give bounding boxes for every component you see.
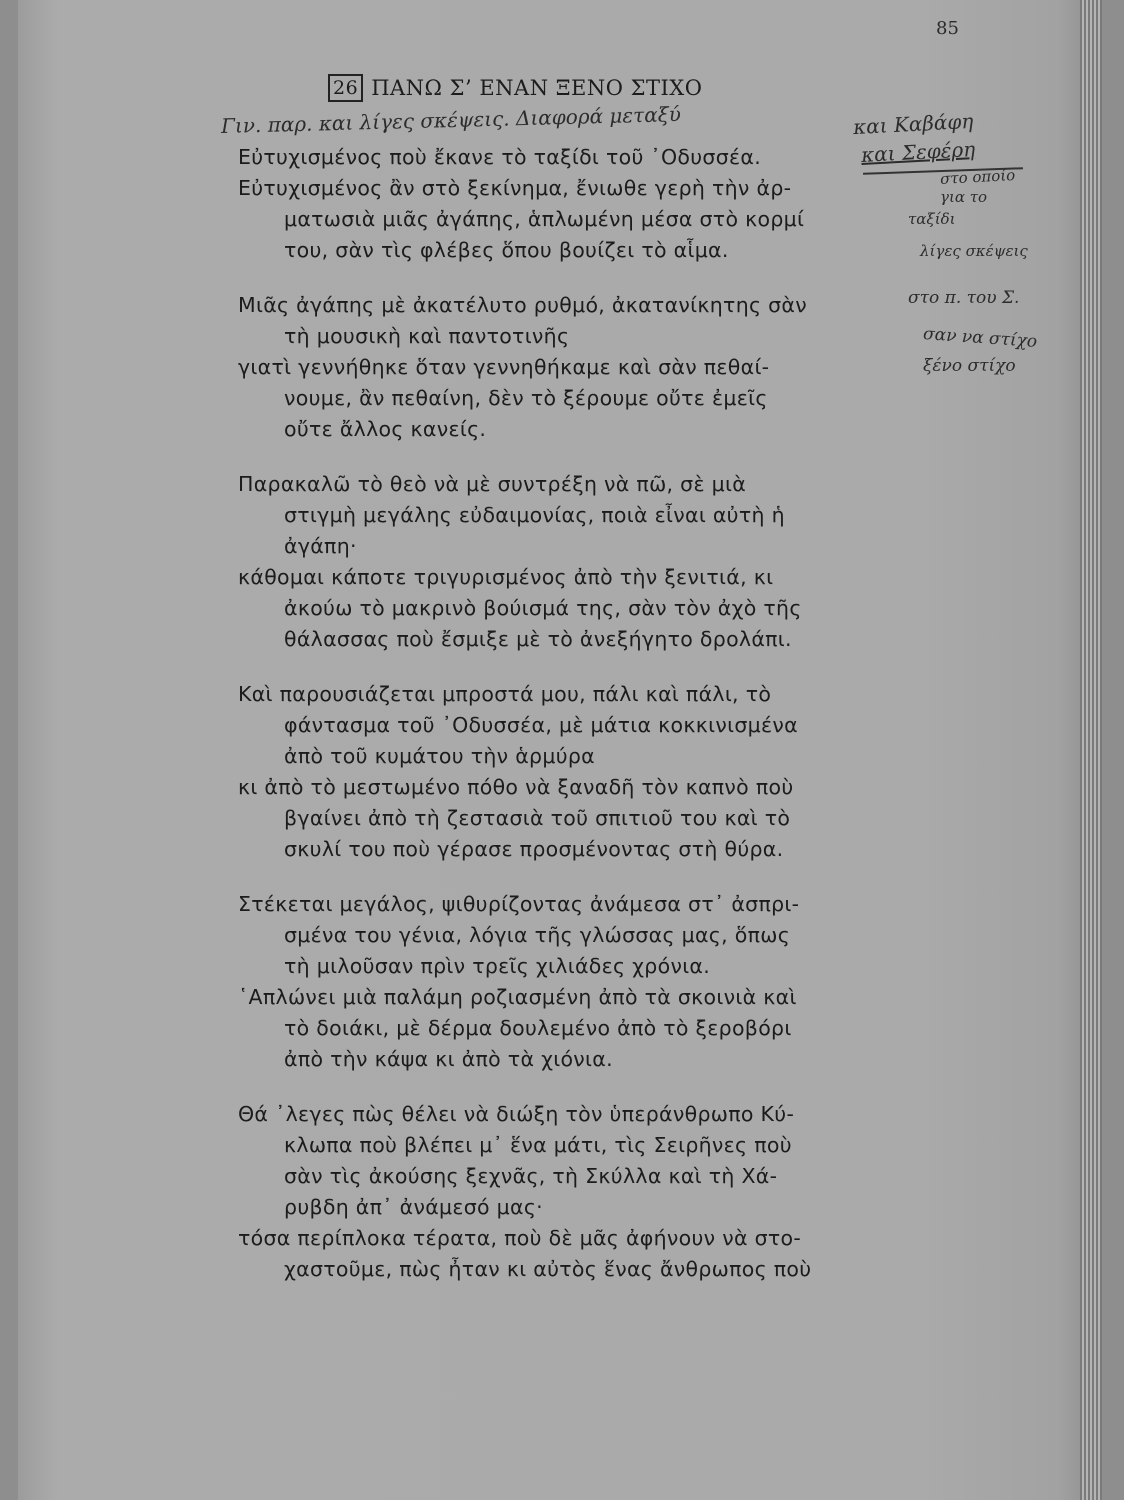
handwritten-margin-note: ξένο στίχο [923,356,1016,376]
poem-line: Εὐτυχισμένος ποὺ ἔκανε τὸ ταξίδι τοῦ ᾿Οδυσσέα. [238,145,762,169]
stanza-gap [238,865,898,889]
poem-line: γιατὶ γεννήθηκε ὅταν γεννηθήκαμε καὶ σὰν πεθαί- [238,355,770,379]
stanza [238,290,898,445]
stanza-gap [238,445,898,469]
poem-heading [328,74,702,102]
poem-line: ῾Απλώνει μιὰ παλάμη ροζιασμένη ἀπὸ τὰ σκοινιὰ καὶ [238,985,797,1009]
stanza [238,142,898,266]
poem-line: Μιᾶς ἀγάπης μὲ ἀκατέλυτο ρυθμό, ἀκατανίκητης σὰν [238,293,807,317]
book-page [18,0,1102,1500]
poem-line: φάντασμα τοῦ ᾿Οδυσσέα, μὲ μάτια κοκκινισμένα [284,713,798,737]
poem-line: οὔτε ἄλλος κανείς. [284,417,487,441]
stanza-gap [238,655,898,679]
poem-title: ΠΑΝΩ Σ’ ΕΝΑΝ ΞΕΝΟ ΣΤΙΧΟ [371,76,703,100]
poem-line: στιγμὴ μεγάλης εὐδαιμονίας, ποιὰ εἶναι αὐτὴ ἡ [284,503,785,527]
handwritten-margin-note: και Σεφέρη [860,137,976,167]
poem-line: Θά ᾿λεγες πὼς θέλει νὰ διώξη τὸν ὑπεράνθρωπο Κύ- [238,1102,795,1126]
poem-line: βγαίνει ἀπὸ τὴ ζεστασιὰ τοῦ σπιτιοῦ του καὶ τὸ [284,806,791,830]
poem-line: τὴ μουσικὴ καὶ παντοτινῆς [284,324,570,348]
poem-line: κάθομαι κάποτε τριγυρισμένος ἀπὸ τὴν ξενιτιά, κι [238,565,774,589]
poem-line: νουμε, ἂν πεθαίνη, δὲν τὸ ξέρουμε οὔτε ἐμεῖς [284,386,768,410]
poem-line: ἀπὸ τοῦ κυμάτου τὴν ἁρμύρα [284,744,595,768]
handwritten-margin-note: στο οποίο [939,166,1016,188]
poem-line: ρυβδη ἀπ᾿ ἀνάμεσό μας· [284,1195,543,1219]
page-number: 85 [936,18,959,39]
poem-line: χαστοῦμε, πὼς ἦταν κι αὐτὸς ἕνας ἄνθρωπος ποὺ [284,1257,812,1281]
poem-line: ἀκούω τὸ μακρινὸ βούισμά της, σὰν τὸν ἀχὸ τῆς [284,596,802,620]
poem-line: κι ἀπὸ τὸ μεστωμένο πόθο νὰ ξαναδῆ τὸν καπνὸ ποὺ [238,775,794,799]
poem-line: ματωσιὰ μιᾶς ἀγάπης, ἁπλωμένη μέσα στὸ κορμί [284,207,805,231]
poem-line: σκυλί του ποὺ γέρασε προσμένοντας στὴ θύρα. [284,837,784,861]
poem-line: ἀπὸ τὴν κάψα κι ἀπὸ τὰ χιόνια. [284,1047,613,1071]
poem-line: σὰν τὶς ἀκούσης ξεχνᾶς, τὴ Σκύλλα καὶ τὴ Χά- [284,1164,778,1188]
poem-line: τόσα περίπλοκα τέρατα, ποὺ δὲ μᾶς ἀφήνουν νὰ στο- [238,1226,802,1250]
poem-line: κλωπα ποὺ βλέπει μ᾿ ἕνα μάτι, τὶς Σειρῆνες ποὺ [284,1133,792,1157]
stanza [238,469,898,655]
poem-line: του, σὰν τὶς φλέβες ὅπου βουίζει τὸ αἷμα. [284,238,729,262]
poem-line: θάλασσας ποὺ ἔσμιξε μὲ τὸ ἀνεξήγητο δρολάπι. [284,627,792,651]
poem-line: Στέκεται μεγάλος, ψιθυρίζοντας ἀνάμεσα στ᾿ ἀσπρι- [238,892,800,916]
handwritten-top-note: Γιν. παρ. και λίγες σκέψεις. Διαφορά μεταξύ [220,101,682,139]
poem-line: Παρακαλῶ τὸ θεὸ νὰ μὲ συντρέξη νὰ πῶ, σὲ μιὰ [238,472,747,496]
poem-line: σμένα του γένια, λόγια τῆς γλώσσας μας, ὅπως [284,923,791,947]
stanza-gap [238,1075,898,1099]
poem-line: Εὐτυχισμένος ἂν στὸ ξεκίνημα, ἔνιωθε γερὴ τὴν ἀρ- [238,176,792,200]
stanza [238,1099,898,1285]
handwritten-margin-note: στο π. του Σ. [908,288,1020,308]
handwritten-margin-note: λίγες σκέψεις [920,242,1028,260]
poem-number: 26 [328,74,363,102]
page-edge [1080,0,1102,1500]
handwritten-margin-note: για το [940,188,988,206]
poem-line: ἀγάπη· [284,534,357,558]
poem-line: Καὶ παρουσιάζεται μπροστά μου, πάλι καὶ πάλι, τὸ [238,682,772,706]
poem-body [238,142,898,1285]
handwritten-margin-note: και Καβάφη [852,108,974,140]
poem-line: τὸ δοιάκι, μὲ δέρμα δουλεμένο ἀπὸ τὸ ξεροβόρι [284,1016,792,1040]
handwritten-margin-note: ταξίδι [908,210,956,228]
stanza-gap [238,266,898,290]
stanza [238,889,898,1075]
stanza [238,679,898,865]
poem-line: τὴ μιλοῦσαν πρὶν τρεῖς χιλιάδες χρόνια. [284,954,711,978]
handwritten-margin-note: σαν να στίχο [922,324,1038,352]
